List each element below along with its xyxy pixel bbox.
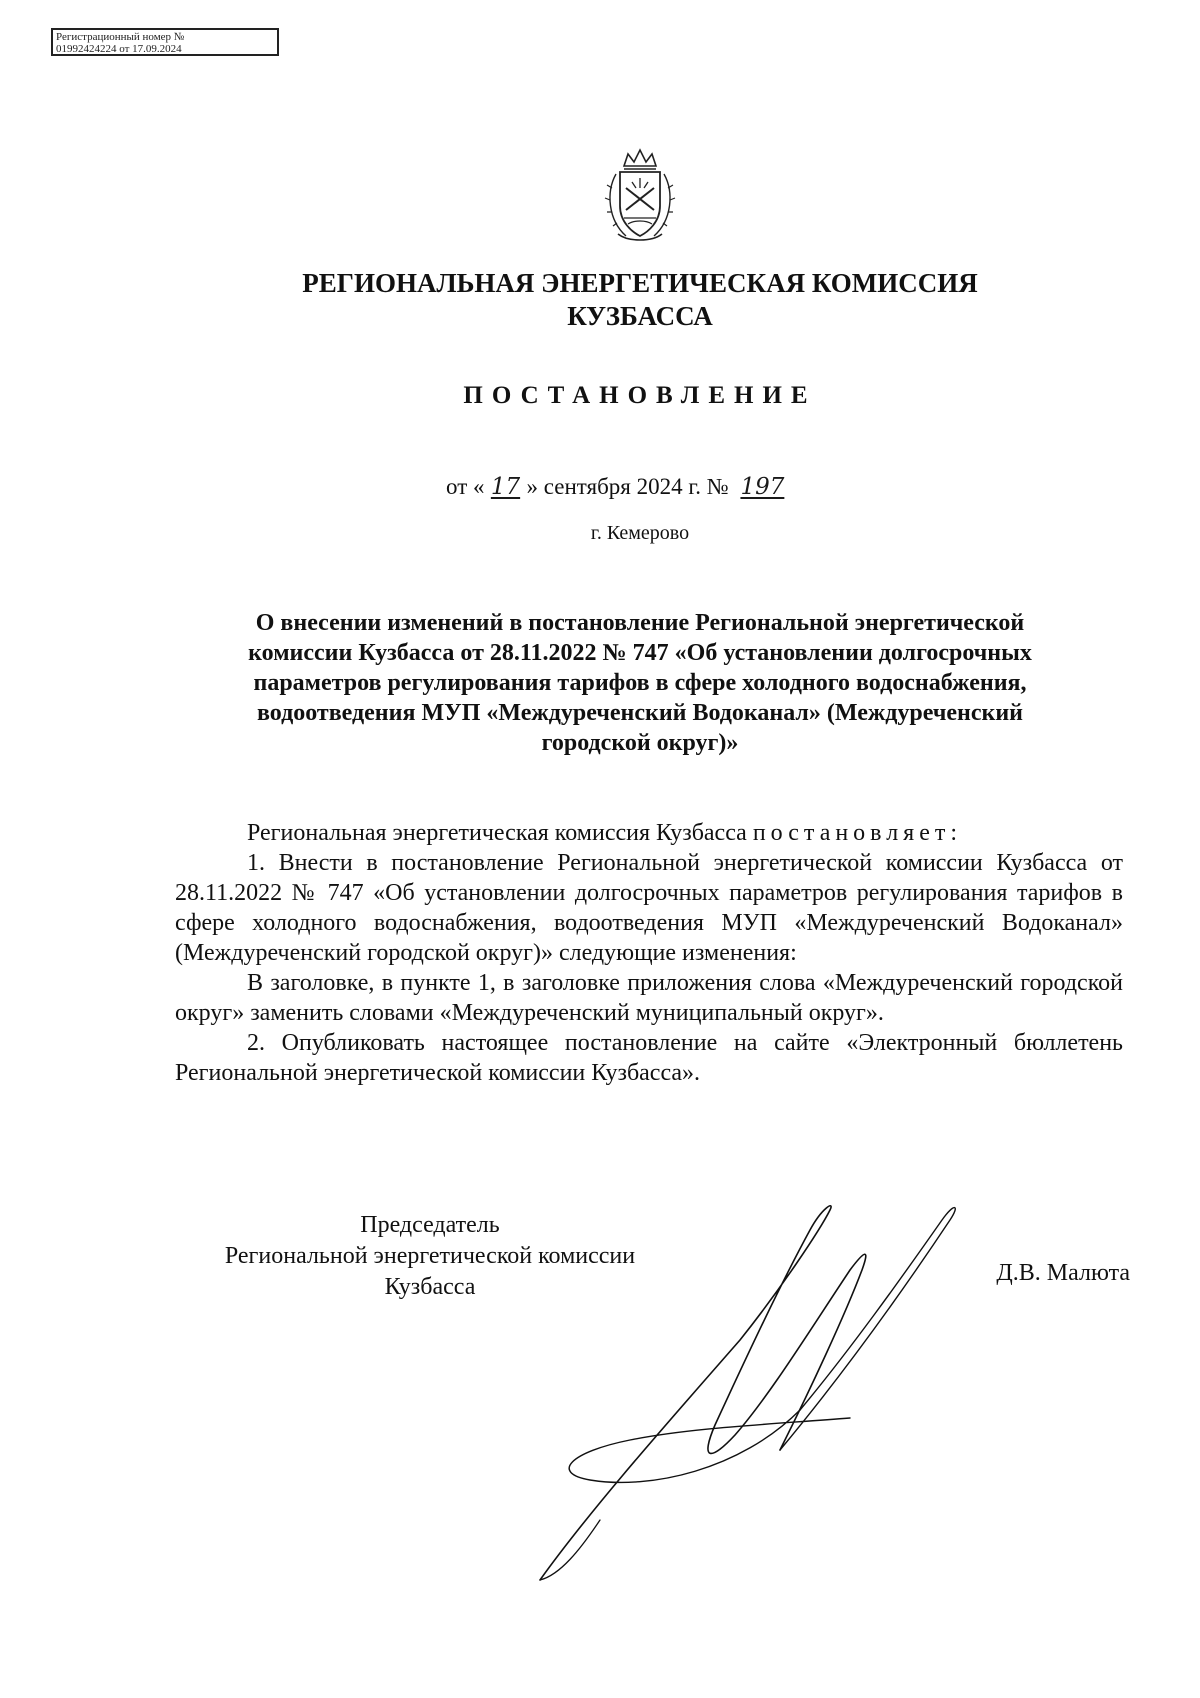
item-1-change-paragraph: В заголовке, в пункте 1, в заголовке приложения слова «Междуреченский городской округ» заменить словами «Междуреченский муниципальный округ». — [175, 970, 1123, 1026]
document-date-line — [446, 474, 906, 500]
organization-name-line1: РЕГИОНАЛЬНАЯ ЭНЕРГЕТИЧЕСКАЯ КОМИССИЯ — [302, 268, 978, 298]
organization-name — [240, 267, 1040, 333]
date-prefix: от « — [446, 474, 485, 499]
preamble-text: Региональная энергетическая комиссия Кузбасса — [247, 820, 747, 846]
preamble-action: постановляет: — [752, 820, 963, 846]
date-middle: » сентября 2024 г. № — [526, 474, 729, 499]
signatory-title-line2: Региональной энергетической комиссии — [224, 1243, 636, 1269]
subject-line: водоотведения МУП «Междуреченский Водоканал» (Междуреченский — [257, 700, 1023, 726]
handwritten-day: 17 — [490, 474, 521, 500]
signer-name: Д.В. Малюта — [996, 1260, 1130, 1286]
registration-stamp — [51, 28, 279, 56]
city-of-issue: г. Кемерово — [590, 522, 690, 544]
registration-stamp-line1: Регистрационный номер № — [56, 31, 185, 43]
organization-name-line2: КУЗБАССА — [567, 301, 713, 331]
document-subject — [180, 608, 1100, 758]
item-1-paragraph: 1. Внести в постановление Региональной энергетической комиссии Кузбасса от 28.11.2022 № 747 «Об установлении долгосрочных параметров регулирования тарифов в сфере холодного водоснабжения, водоотведения МУП «Междуреченский Водоканал» (Междуреченский городской округ)» следующие изменения: — [175, 850, 1123, 966]
kuzbass-coat-of-arms-icon — [602, 148, 678, 244]
item-2-paragraph: 2. Опубликовать настоящее постановление на сайте «Электронный бюллетень Региональной энергетической комиссии Кузбасса». — [175, 1030, 1123, 1086]
handwritten-signature — [530, 1190, 970, 1590]
document-type-heading: ПОСТАНОВЛЕНИЕ — [463, 382, 817, 409]
subject-line: О внесении изменений в постановление Региональной энергетической — [255, 610, 1025, 636]
registration-stamp-line2: 01992424224 от 17.09.2024 — [56, 43, 182, 55]
resolution-body — [175, 818, 1123, 1088]
signatory-title-line1: Председатель — [360, 1212, 500, 1238]
subject-line: параметров регулирования тарифов в сфере холодного водоснабжения, — [253, 670, 1027, 696]
handwritten-document-number: 197 — [740, 474, 785, 500]
signatory-title-line3: Кузбасса — [384, 1274, 476, 1300]
subject-line: городской округ)» — [541, 730, 739, 756]
preamble-paragraph — [175, 818, 1123, 848]
subject-line: комиссии Кузбасса от 28.11.2022 № 747 «Об установлении долгосрочных — [248, 640, 1032, 666]
